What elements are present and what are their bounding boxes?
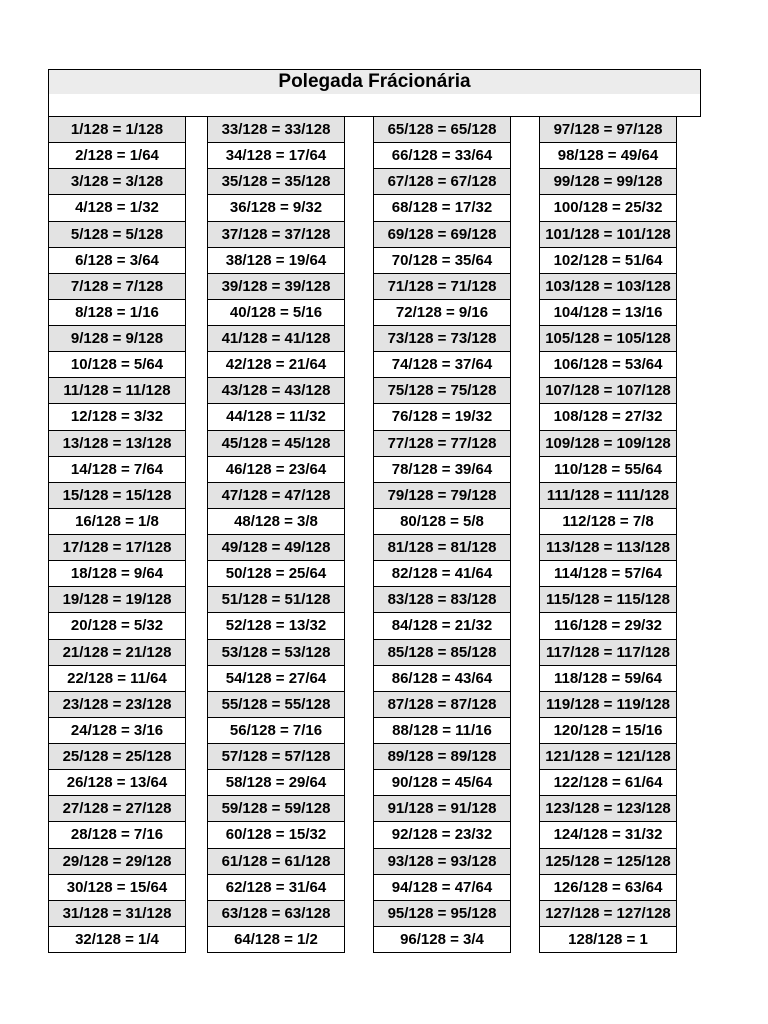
table-cell: 51/128 = 51/128 (208, 586, 344, 612)
table-cell: 48/128 = 3/8 (208, 508, 344, 534)
column-3 (373, 116, 511, 953)
table-cell: 13/128 = 13/128 (49, 430, 185, 456)
table-cell: 85/128 = 85/128 (374, 639, 510, 665)
table-cell: 18/128 = 9/64 (49, 560, 185, 586)
table-cell: 103/128 = 103/128 (540, 273, 676, 299)
table-cell: 1/128 = 1/128 (49, 116, 185, 142)
table-cell: 47/128 = 47/128 (208, 482, 344, 508)
table-cell: 69/128 = 69/128 (374, 221, 510, 247)
table-cell: 55/128 = 55/128 (208, 691, 344, 717)
table-cell: 50/128 = 25/64 (208, 560, 344, 586)
table-cell: 128/128 = 1 (540, 926, 676, 952)
table-cell: 78/128 = 39/64 (374, 456, 510, 482)
column-1 (48, 116, 186, 953)
table-cell: 36/128 = 9/32 (208, 194, 344, 220)
table-cell: 27/128 = 27/128 (49, 795, 185, 821)
table-cell: 96/128 = 3/4 (374, 926, 510, 952)
table-cell: 109/128 = 109/128 (540, 430, 676, 456)
table-cell: 117/128 = 117/128 (540, 639, 676, 665)
table-cell: 38/128 = 19/64 (208, 247, 344, 273)
table-cell: 61/128 = 61/128 (208, 848, 344, 874)
table-cell: 93/128 = 93/128 (374, 848, 510, 874)
table-cell: 2/128 = 1/64 (49, 142, 185, 168)
table-cell: 9/128 = 9/128 (49, 325, 185, 351)
table-cell: 106/128 = 53/64 (540, 351, 676, 377)
table-cell: 54/128 = 27/64 (208, 665, 344, 691)
table-cell: 72/128 = 9/16 (374, 299, 510, 325)
table-cell: 112/128 = 7/8 (540, 508, 676, 534)
table-cell: 101/128 = 101/128 (540, 221, 676, 247)
table-cell: 37/128 = 37/128 (208, 221, 344, 247)
table-cell: 113/128 = 113/128 (540, 534, 676, 560)
table-cell: 23/128 = 23/128 (49, 691, 185, 717)
table-cell: 30/128 = 15/64 (49, 874, 185, 900)
table-cell: 104/128 = 13/16 (540, 299, 676, 325)
table-cell: 120/128 = 15/16 (540, 717, 676, 743)
table-cell: 11/128 = 11/128 (49, 377, 185, 403)
table-cell: 91/128 = 91/128 (374, 795, 510, 821)
table-cell: 31/128 = 31/128 (49, 900, 185, 926)
table-cell: 67/128 = 67/128 (374, 168, 510, 194)
table-cell: 40/128 = 5/16 (208, 299, 344, 325)
table-cell: 108/128 = 27/32 (540, 403, 676, 429)
table-cell: 71/128 = 71/128 (374, 273, 510, 299)
table-cell: 102/128 = 51/64 (540, 247, 676, 273)
table-cell: 58/128 = 29/64 (208, 769, 344, 795)
table-cell: 56/128 = 7/16 (208, 717, 344, 743)
table-cell: 94/128 = 47/64 (374, 874, 510, 900)
table-cell: 73/128 = 73/128 (374, 325, 510, 351)
table-cell: 44/128 = 11/32 (208, 403, 344, 429)
table-cell: 10/128 = 5/64 (49, 351, 185, 377)
table-cell: 42/128 = 21/64 (208, 351, 344, 377)
table-cell: 77/128 = 77/128 (374, 430, 510, 456)
table-cell: 41/128 = 41/128 (208, 325, 344, 351)
table-cell: 63/128 = 63/128 (208, 900, 344, 926)
table-cell: 12/128 = 3/32 (49, 403, 185, 429)
table-cell: 53/128 = 53/128 (208, 639, 344, 665)
table-cell: 123/128 = 123/128 (540, 795, 676, 821)
table-cell: 52/128 = 13/32 (208, 612, 344, 638)
table-cell: 84/128 = 21/32 (374, 612, 510, 638)
table-cell: 86/128 = 43/64 (374, 665, 510, 691)
table-cell: 20/128 = 5/32 (49, 612, 185, 638)
table-cell: 65/128 = 65/128 (374, 116, 510, 142)
blank-row (48, 94, 701, 117)
table-cell: 90/128 = 45/64 (374, 769, 510, 795)
table-cell: 62/128 = 31/64 (208, 874, 344, 900)
table-cell: 59/128 = 59/128 (208, 795, 344, 821)
table-cell: 127/128 = 127/128 (540, 900, 676, 926)
table-cell: 125/128 = 125/128 (540, 848, 676, 874)
table-cell: 46/128 = 23/64 (208, 456, 344, 482)
table-cell: 43/128 = 43/128 (208, 377, 344, 403)
table-cell: 8/128 = 1/16 (49, 299, 185, 325)
table-cell: 98/128 = 49/64 (540, 142, 676, 168)
table-cell: 6/128 = 3/64 (49, 247, 185, 273)
table-cell: 79/128 = 79/128 (374, 482, 510, 508)
table-cell: 68/128 = 17/32 (374, 194, 510, 220)
table-cell: 57/128 = 57/128 (208, 743, 344, 769)
table-cell: 5/128 = 5/128 (49, 221, 185, 247)
page-title: Polegada Frácionária (48, 69, 701, 95)
table-cell: 87/128 = 87/128 (374, 691, 510, 717)
table-cell: 110/128 = 55/64 (540, 456, 676, 482)
table-cell: 83/128 = 83/128 (374, 586, 510, 612)
table-cell: 7/128 = 7/128 (49, 273, 185, 299)
table-cell: 89/128 = 89/128 (374, 743, 510, 769)
table-cell: 29/128 = 29/128 (49, 848, 185, 874)
table-cell: 28/128 = 7/16 (49, 821, 185, 847)
table-cell: 116/128 = 29/32 (540, 612, 676, 638)
table-cell: 92/128 = 23/32 (374, 821, 510, 847)
table-cell: 24/128 = 3/16 (49, 717, 185, 743)
table-cell: 80/128 = 5/8 (374, 508, 510, 534)
table-cell: 16/128 = 1/8 (49, 508, 185, 534)
table-cell: 74/128 = 37/64 (374, 351, 510, 377)
table-cell: 122/128 = 61/64 (540, 769, 676, 795)
table-cell: 97/128 = 97/128 (540, 116, 676, 142)
table-cell: 107/128 = 107/128 (540, 377, 676, 403)
table-cell: 34/128 = 17/64 (208, 142, 344, 168)
table-cell: 75/128 = 75/128 (374, 377, 510, 403)
table-cell: 45/128 = 45/128 (208, 430, 344, 456)
table-cell: 100/128 = 25/32 (540, 194, 676, 220)
table-cell: 60/128 = 15/32 (208, 821, 344, 847)
table-cell: 19/128 = 19/128 (49, 586, 185, 612)
table-cell: 76/128 = 19/32 (374, 403, 510, 429)
table-cell: 88/128 = 11/16 (374, 717, 510, 743)
table-cell: 64/128 = 1/2 (208, 926, 344, 952)
table-cell: 118/128 = 59/64 (540, 665, 676, 691)
table-cell: 111/128 = 111/128 (540, 482, 676, 508)
table-cell: 124/128 = 31/32 (540, 821, 676, 847)
table-cell: 99/128 = 99/128 (540, 168, 676, 194)
table-cell: 114/128 = 57/64 (540, 560, 676, 586)
table-cell: 95/128 = 95/128 (374, 900, 510, 926)
table-cell: 119/128 = 119/128 (540, 691, 676, 717)
column-4 (539, 116, 677, 953)
table-cell: 4/128 = 1/32 (49, 194, 185, 220)
column-2 (207, 116, 345, 953)
table-cell: 126/128 = 63/64 (540, 874, 676, 900)
table-cell: 3/128 = 3/128 (49, 168, 185, 194)
table-cell: 21/128 = 21/128 (49, 639, 185, 665)
table-cell: 33/128 = 33/128 (208, 116, 344, 142)
table-cell: 105/128 = 105/128 (540, 325, 676, 351)
table-cell: 115/128 = 115/128 (540, 586, 676, 612)
table-cell: 121/128 = 121/128 (540, 743, 676, 769)
table-cell: 15/128 = 15/128 (49, 482, 185, 508)
table-cell: 49/128 = 49/128 (208, 534, 344, 560)
table-cell: 14/128 = 7/64 (49, 456, 185, 482)
table-cell: 35/128 = 35/128 (208, 168, 344, 194)
table-cell: 81/128 = 81/128 (374, 534, 510, 560)
table-cell: 70/128 = 35/64 (374, 247, 510, 273)
table-cell: 25/128 = 25/128 (49, 743, 185, 769)
table-cell: 39/128 = 39/128 (208, 273, 344, 299)
table-cell: 66/128 = 33/64 (374, 142, 510, 168)
table-cell: 82/128 = 41/64 (374, 560, 510, 586)
table-cell: 32/128 = 1/4 (49, 926, 185, 952)
table-cell: 26/128 = 13/64 (49, 769, 185, 795)
table-cell: 17/128 = 17/128 (49, 534, 185, 560)
table-cell: 22/128 = 11/64 (49, 665, 185, 691)
